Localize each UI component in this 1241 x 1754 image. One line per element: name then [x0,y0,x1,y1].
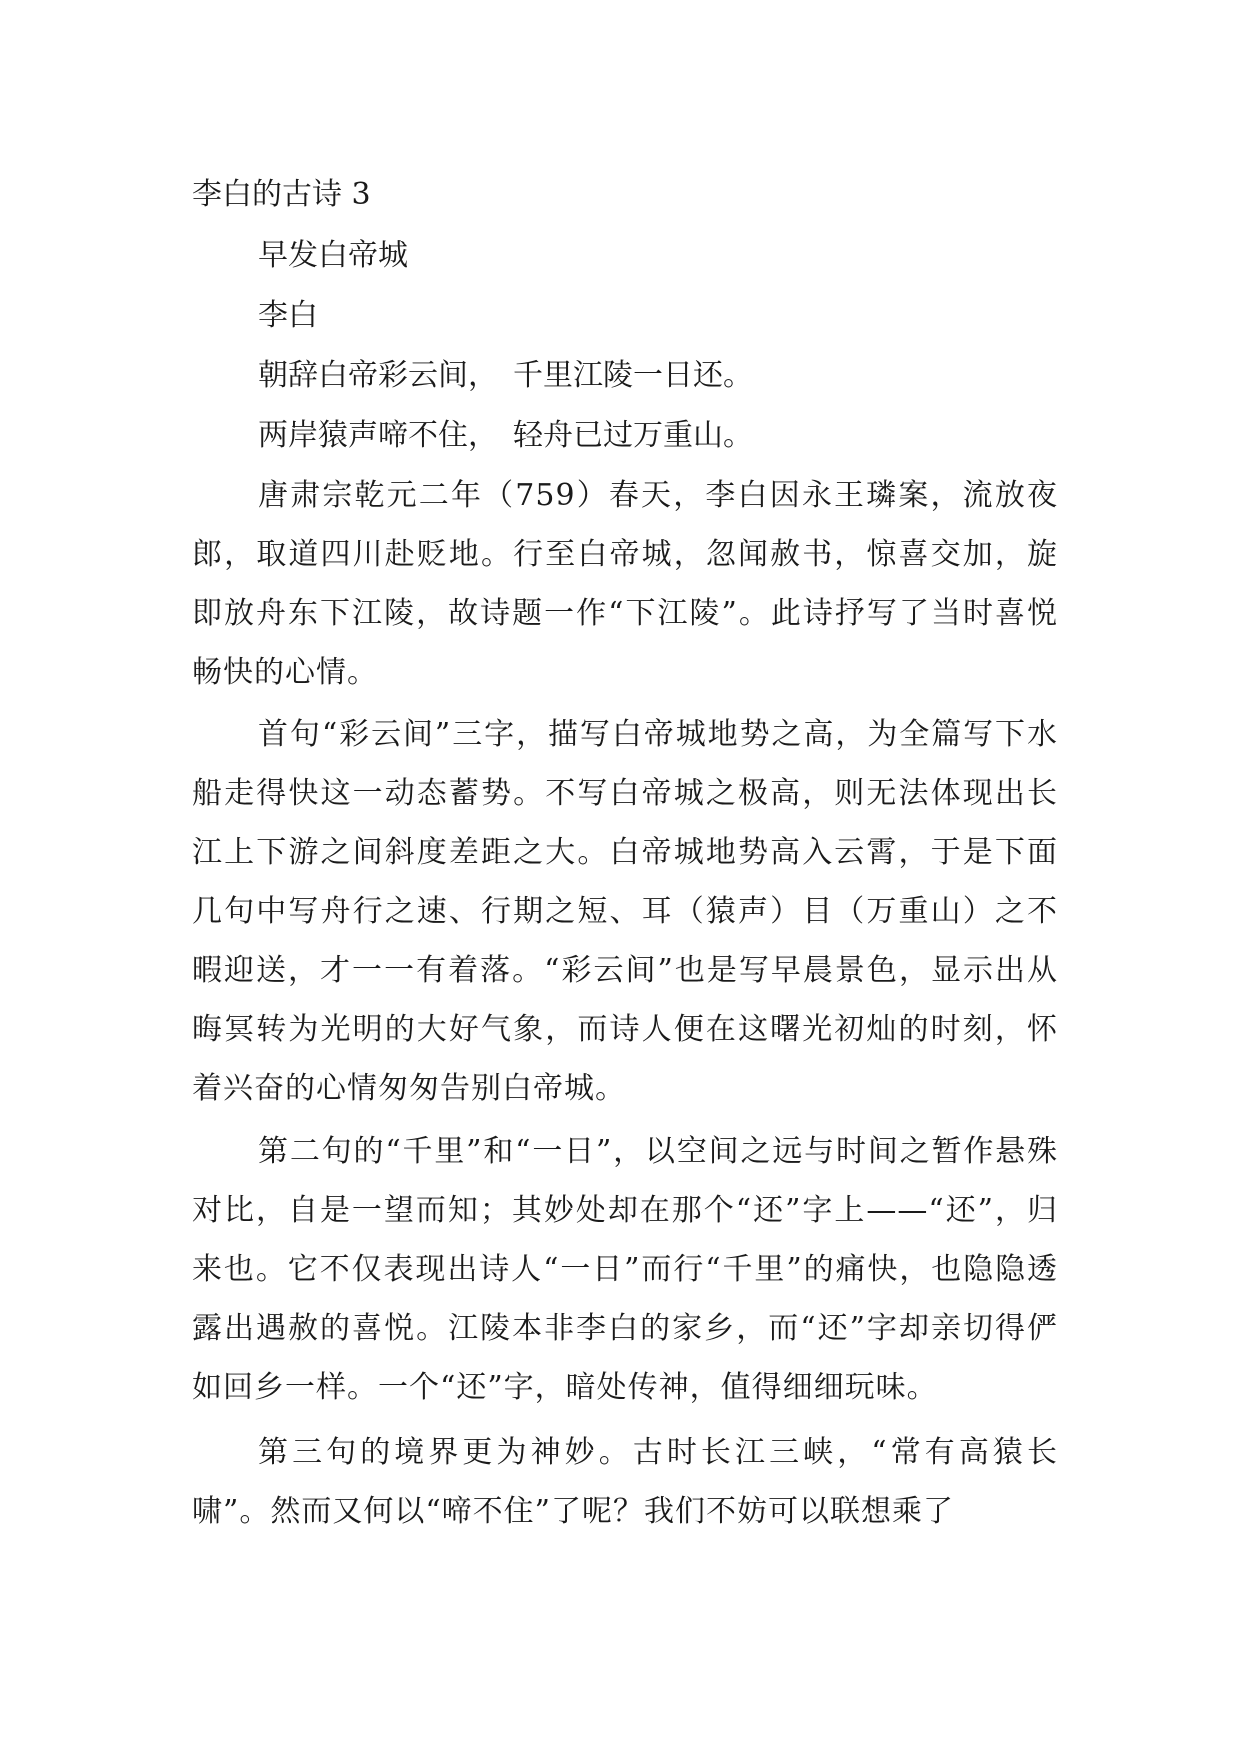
poem-author: 李白 [258,298,318,333]
document-title: 李白的古诗 3 [192,177,371,212]
poem-line: 两岸猿声啼不住， 轻舟已过万重山。 [258,418,753,453]
poem-title: 早发白帝城 [258,238,408,273]
commentary-paragraph: 第三句的境界更为神妙。古时长江三峡，“常有高猿长啸”。然而又何以“啼不住”了呢？我们不妨可以联想乘了 [192,1435,1058,1529]
document-page [192,166,1058,1541]
poem-line: 朝辞白帝彩云间， 千里江陵一日还。 [258,358,753,393]
commentary-paragraph: 第二句的“千里”和“一日”，以空间之远与时间之暂作悬殊对比，自是一望而知；其妙处却在那个“还”字上——“还”，归来也。它不仅表现出诗人“一日”而行“千里”的痛快，也隐隐透露出遇赦的喜悦。江陵本非李白的家乡，而“还”字却亲切得俨如回乡一样。一个“还”字，暗处传神，值得细细玩味。 [192,1134,1058,1405]
commentary-paragraph: 唐肃宗乾元二年（759）春天，李白因永王璘案，流放夜郎，取道四川赴贬地。行至白帝城，忽闻赦书，惊喜交加，旋即放舟东下江陵，故诗题一作“下江陵”。此诗抒写了当时喜悦畅快的心情。 [192,478,1058,690]
commentary-paragraph: 首句“彩云间”三字，描写白帝城地势之高，为全篇写下水船走得快这一动态蓄势。不写白帝城之极高，则无法体现出长江上下游之间斜度差距之大。白帝城地势高入云霄，于是下面几句中写舟行之速、行期之短、耳（猿声）目（万重山）之不暇迎送，才一一有着落。“彩云间”也是写早晨景色，显示出从晦冥转为光明的大好气象，而诗人便在这曙光初灿的时刻，怀着兴奋的心情匆匆告别白帝城。 [192,717,1058,1106]
